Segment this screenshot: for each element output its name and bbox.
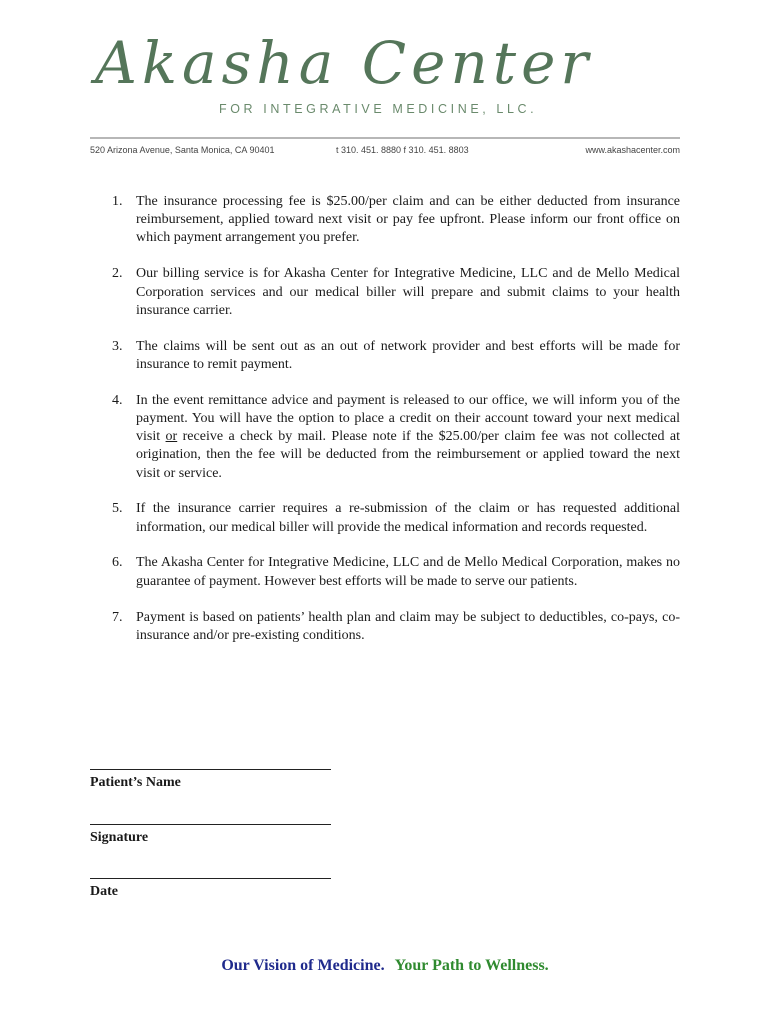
patient-name-line[interactable] <box>90 769 331 770</box>
header-website: www.akashacenter.com <box>585 145 680 155</box>
tagline-wellness: Your Path to Wellness. <box>394 957 549 974</box>
list-item: 6. The Akasha Center for Integrative Medicine, LLC and de Mello Medical Corporation, makes no guarantee of payment. However best efforts will be made to serve our patients. <box>112 555 680 589</box>
signature-line[interactable] <box>90 824 331 825</box>
footer-tagline <box>0 957 770 975</box>
list-item: 1. The insurance processing fee is $25.00/per claim and can be either deducted from insurance reimbursement, applied toward next visit or pay fee upfront. Please inform our front office on which payment arrangement you prefer. <box>112 194 680 246</box>
list-item: 4. In the event remittance advice and payment is released to our office, we will inform you of the payment. You will have the option to place a credit on their account toward your next medical visit or receive a check by mail. Please note if the $25.00/per claim fee was not collected at origination, then the fee will be deducted from the reimbursement or applied toward the next visit or service. <box>112 392 680 481</box>
logo-script-text: Akasha Center <box>95 29 594 97</box>
patient-name-label: Patient’s Name <box>90 775 181 790</box>
company-logo <box>95 28 675 120</box>
date-line[interactable] <box>90 878 331 879</box>
tagline-vision: Our Vision of Medicine. <box>221 957 385 974</box>
header-divider <box>90 137 680 139</box>
header-phone-fax: t 310. 451. 8880 f 310. 451. 8803 <box>336 145 469 155</box>
list-item: 3. The claims will be sent out as an out of network provider and best efforts will be made for insurance to remit payment. <box>112 338 680 372</box>
underlined-or: or <box>165 429 178 445</box>
list-item: 2. Our billing service is for Akasha Center for Integrative Medicine, LLC and de Mello Medical Corporation services and our medical biller will prepare and submit claims to your health insurance carrier. <box>112 266 680 318</box>
logo-subtitle: FOR INTEGRATIVE MEDICINE, LLC. <box>219 102 538 116</box>
signature-label: Signature <box>90 830 149 845</box>
date-label: Date <box>90 884 118 899</box>
policy-list <box>104 193 680 663</box>
list-item: 7. Payment is based on patients’ health plan and claim may be subject to deductibles, co-pays, co-insurance and/or pre-existing conditions. <box>112 609 680 643</box>
list-item: 5. If the insurance carrier requires a re-submission of the claim or has requested additional information, our medical biller will provide the medical information and records requested. <box>112 501 680 535</box>
header-address: 520 Arizona Avenue, Santa Monica, CA 90401 <box>90 145 275 155</box>
